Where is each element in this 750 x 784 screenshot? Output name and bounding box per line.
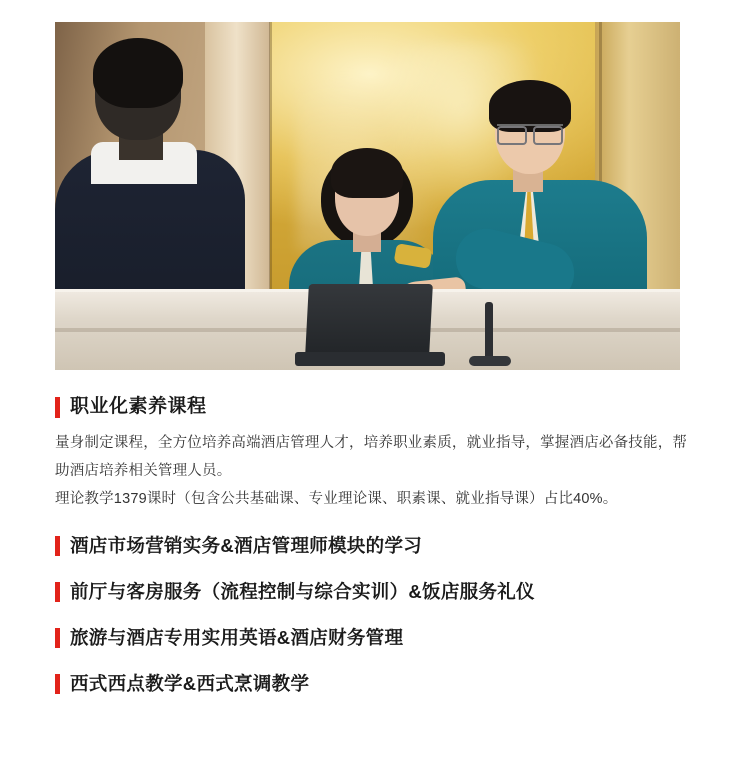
accent-bar-icon [55,628,60,648]
desk-microphone-stand [485,302,493,360]
course-module-label: 酒店市场营销实务&酒店管理师模块的学习 [70,534,423,556]
course-module-label: 前厅与客房服务（流程控制与综合实训）&饭店服务礼仪 [70,580,535,602]
accent-bar-icon [55,582,60,602]
hero-scene [55,22,680,370]
female-staff-hair [331,148,403,198]
accent-bar-icon [55,397,60,418]
course-module-3 [55,627,695,649]
laptop-screen [305,284,433,356]
page-title: 职业化素养课程 [70,396,207,417]
content-body [0,396,750,696]
course-module-2 [55,581,695,603]
paragraph-2: 理论教学1379课时（包含公共基础课、专业理论课、职素课、就业指导课）占比40%。 [55,490,618,507]
spacer [55,513,695,535]
laptop-base [295,352,445,366]
glasses-icon [497,124,563,142]
course-module-label: 旅游与酒店专用实用英语&酒店财务管理 [70,627,404,649]
hero-image [55,22,680,370]
paragraph-1: 量身制定课程，全方位培养高端酒店管理人才，培养职业素质，就业指导，掌握酒店必备技能，帮助酒店培养相关管理人员。 [55,434,688,479]
page-root [0,22,750,784]
accent-bar-icon [55,536,60,556]
course-module-label: 西式西点教学&西式烹调教学 [70,673,310,695]
desk-microphone-base [469,356,511,366]
course-module-1 [55,535,695,557]
course-module-4 [55,673,695,695]
guest-hair [93,38,183,108]
accent-bar-icon [55,674,60,694]
section-title-row [55,396,695,419]
